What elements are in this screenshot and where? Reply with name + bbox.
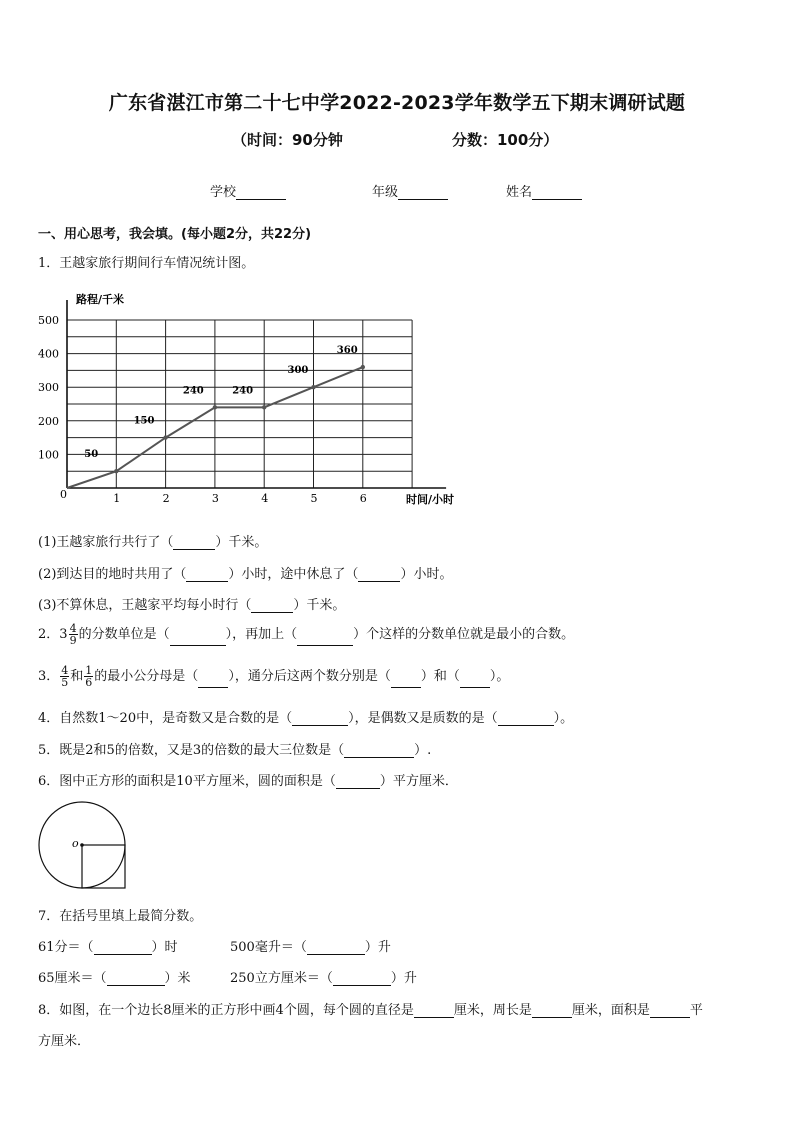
q7-r2b-blank[interactable] [333, 972, 391, 986]
page-title: 广东省湛江市第二十七中学2022-2023学年数学五下期末调研试题 [108, 92, 686, 114]
q5-text-b: ）. [414, 743, 432, 758]
question-1: 1．王越家旅行期间行车情况统计图。 [38, 256, 255, 271]
question-1-3 [38, 594, 345, 613]
q8-blank-2[interactable] [532, 1004, 572, 1018]
q3-text-a: 的最小公分母是（ [94, 669, 199, 684]
grade-label: 年级 [372, 185, 399, 200]
q7-r1b-text-a: 500毫升＝（ [230, 940, 307, 955]
q7-r1b-blank[interactable] [307, 941, 365, 955]
q4-text-c: ）。 [553, 711, 574, 726]
q2-numerator: 4 [69, 622, 77, 635]
grade-blank[interactable] [398, 185, 448, 200]
q8-text-a: 8．如图，在一个边长8厘米的正方形中画4个圆，每个圆的直径是 [38, 1003, 414, 1018]
q4-text-b: ），是偶数又是质数的是（ [348, 711, 498, 726]
q7-r2b-text-b: ）升 [390, 971, 417, 986]
q1-3-text-b: ）千米。 [293, 598, 346, 613]
x-tick-label: 1 [113, 492, 121, 505]
q3-prefix: 3． [38, 669, 60, 684]
q6-text-b: ）平方厘米． [379, 774, 458, 789]
q8-text-b: 厘米，周长是 [453, 1003, 532, 1018]
chart-axes [67, 300, 446, 488]
q1-2-text-a: (2)到达目的地时共用了（ [38, 567, 187, 582]
q2-prefix: 2． [38, 627, 60, 642]
q2-blank-1[interactable] [170, 632, 226, 646]
data-point [311, 385, 315, 389]
q8-text-d: 平 [689, 1003, 703, 1018]
question-7: 7．在括号里填上最简分数。 [38, 909, 203, 924]
data-label: 150 [133, 415, 155, 427]
q7-r2b-text-a: 250立方厘米＝（ [230, 971, 333, 986]
data-point [114, 469, 118, 473]
y-tick-label: 500 [38, 314, 59, 327]
q3-f2-denominator: 6 [85, 676, 93, 689]
q7-r1a-blank[interactable] [94, 941, 152, 955]
q1-2-text-c: ）小时。 [400, 567, 453, 582]
q2-whole: 3 [59, 627, 68, 642]
q6-text-a: 6．图中正方形的面积是10平方厘米，圆的面积是（ [38, 774, 336, 789]
q3-text-d: ）。 [489, 669, 510, 684]
question-1-1 [38, 531, 267, 550]
line-chart [30, 286, 470, 510]
q5-text-a: 5．既是2和5的倍数，又是3的倍数的最大三位数是（ [38, 743, 345, 758]
q1-1-text-b: ）千米。 [215, 535, 268, 550]
q8-blank-1[interactable] [414, 1004, 454, 1018]
q3-text-b: ），通分后这两个数分别是（ [228, 669, 391, 684]
data-point [361, 365, 365, 369]
q7-row-1b [230, 936, 391, 955]
x-axis-label: 时间/小时 [406, 493, 455, 506]
question-1-2 [38, 563, 452, 582]
question-8-cont: 方厘米． [38, 1034, 91, 1049]
q1-3-text-a: (3)不算休息，王越家平均每小时行（ [38, 598, 252, 613]
q3-blank-3[interactable] [460, 674, 490, 688]
center-point [80, 843, 84, 847]
x-tick-label: 2 [162, 492, 170, 505]
q7-r2a-text-a: 65厘米＝（ [38, 971, 107, 986]
question-8 [38, 999, 703, 1018]
exam-time: （时间：90分钟 [232, 131, 343, 149]
q2-text-a: 的分数单位是（ [78, 627, 170, 642]
q5-blank[interactable] [344, 744, 414, 758]
y-tick-label: 200 [38, 414, 59, 428]
y-tick-label: 400 [38, 347, 59, 361]
data-label: 50 [84, 449, 99, 461]
q6-blank[interactable] [336, 775, 380, 789]
q7-r2a-text-b: ）米 [164, 971, 191, 986]
q3-and: 和 [70, 669, 84, 684]
q3-f2-numerator: 1 [85, 664, 93, 677]
data-label: 240 [182, 385, 204, 397]
q1-1-blank[interactable] [173, 536, 215, 550]
data-point [163, 435, 167, 439]
q2-blank-2[interactable] [297, 632, 353, 646]
q7-row-2b [230, 967, 417, 986]
q4-text-a: 4．自然数1～20中，是奇数又是合数的是（ [38, 711, 293, 726]
question-5 [38, 739, 431, 758]
q1-2-text-b: ）小时，途中休息了（ [228, 567, 359, 582]
y-tick-label: 300 [38, 381, 59, 395]
question-4 [38, 707, 573, 726]
q3-fraction-2 [84, 665, 93, 688]
q3-text-c: ）和（ [420, 669, 460, 684]
y-axis-label: 路程/千米 [76, 293, 125, 306]
chart-grid [67, 320, 412, 488]
name-label: 姓名 [506, 185, 533, 200]
data-point [213, 405, 217, 409]
q1-2-blank-2[interactable] [358, 568, 400, 582]
q3-blank-1[interactable] [198, 674, 228, 688]
q3-f1-numerator: 4 [61, 664, 69, 677]
center-label: o [72, 837, 79, 850]
q7-r1a-text-a: 61分＝（ [38, 940, 94, 955]
q7-r1a-text-b: ）时 [151, 940, 178, 955]
q7-r2a-blank[interactable] [107, 972, 165, 986]
q2-text-c: ）个这样的分数单位就是最小的合数。 [353, 627, 575, 642]
q2-fraction [69, 623, 78, 646]
name-field[interactable] [506, 181, 582, 200]
q7-r1b-text-b: ）升 [364, 940, 391, 955]
q2-text-b: ），再加上（ [225, 627, 298, 642]
q4-blank-1[interactable] [292, 712, 348, 726]
circle-square-figure [34, 800, 134, 892]
q2-denominator: 9 [69, 634, 77, 647]
question-6 [38, 770, 458, 789]
x-tick-label: 3 [211, 492, 219, 505]
q3-f1-denominator: 5 [61, 676, 69, 689]
school-label: 学校 [210, 185, 237, 200]
section-heading: 一、用心思考，我会填。(每小题2分，共22分) [38, 227, 312, 242]
chart-ticks [38, 314, 367, 505]
q1-1-text-a: (1)王越家旅行共行了（ [38, 535, 174, 550]
question-3 [38, 665, 509, 688]
grade-field[interactable] [372, 181, 448, 200]
question-2 [38, 623, 574, 646]
exam-score: 分数：100分） [452, 131, 559, 149]
origin-label: 0 [60, 488, 67, 501]
school-field[interactable] [210, 181, 286, 200]
data-label: 300 [287, 365, 309, 377]
school-blank[interactable] [236, 185, 286, 200]
q3-fraction-1 [60, 665, 69, 688]
q1-3-blank[interactable] [251, 599, 293, 613]
name-blank[interactable] [532, 185, 582, 200]
x-tick-label: 6 [359, 492, 367, 505]
data-point [262, 405, 266, 409]
x-tick-label: 4 [261, 492, 269, 505]
q7-row-2a [38, 967, 191, 986]
q7-row-1a [38, 936, 178, 955]
q4-blank-2[interactable] [498, 712, 554, 726]
q3-blank-2[interactable] [391, 674, 421, 688]
q8-blank-3[interactable] [650, 1004, 690, 1018]
data-labels [84, 345, 357, 460]
data-label: 360 [336, 345, 358, 357]
data-label: 240 [232, 385, 254, 397]
q1-2-blank-1[interactable] [186, 568, 228, 582]
q8-text-c: 厘米，面积是 [571, 1003, 650, 1018]
y-tick-label: 100 [38, 448, 59, 462]
x-tick-label: 5 [310, 492, 318, 505]
